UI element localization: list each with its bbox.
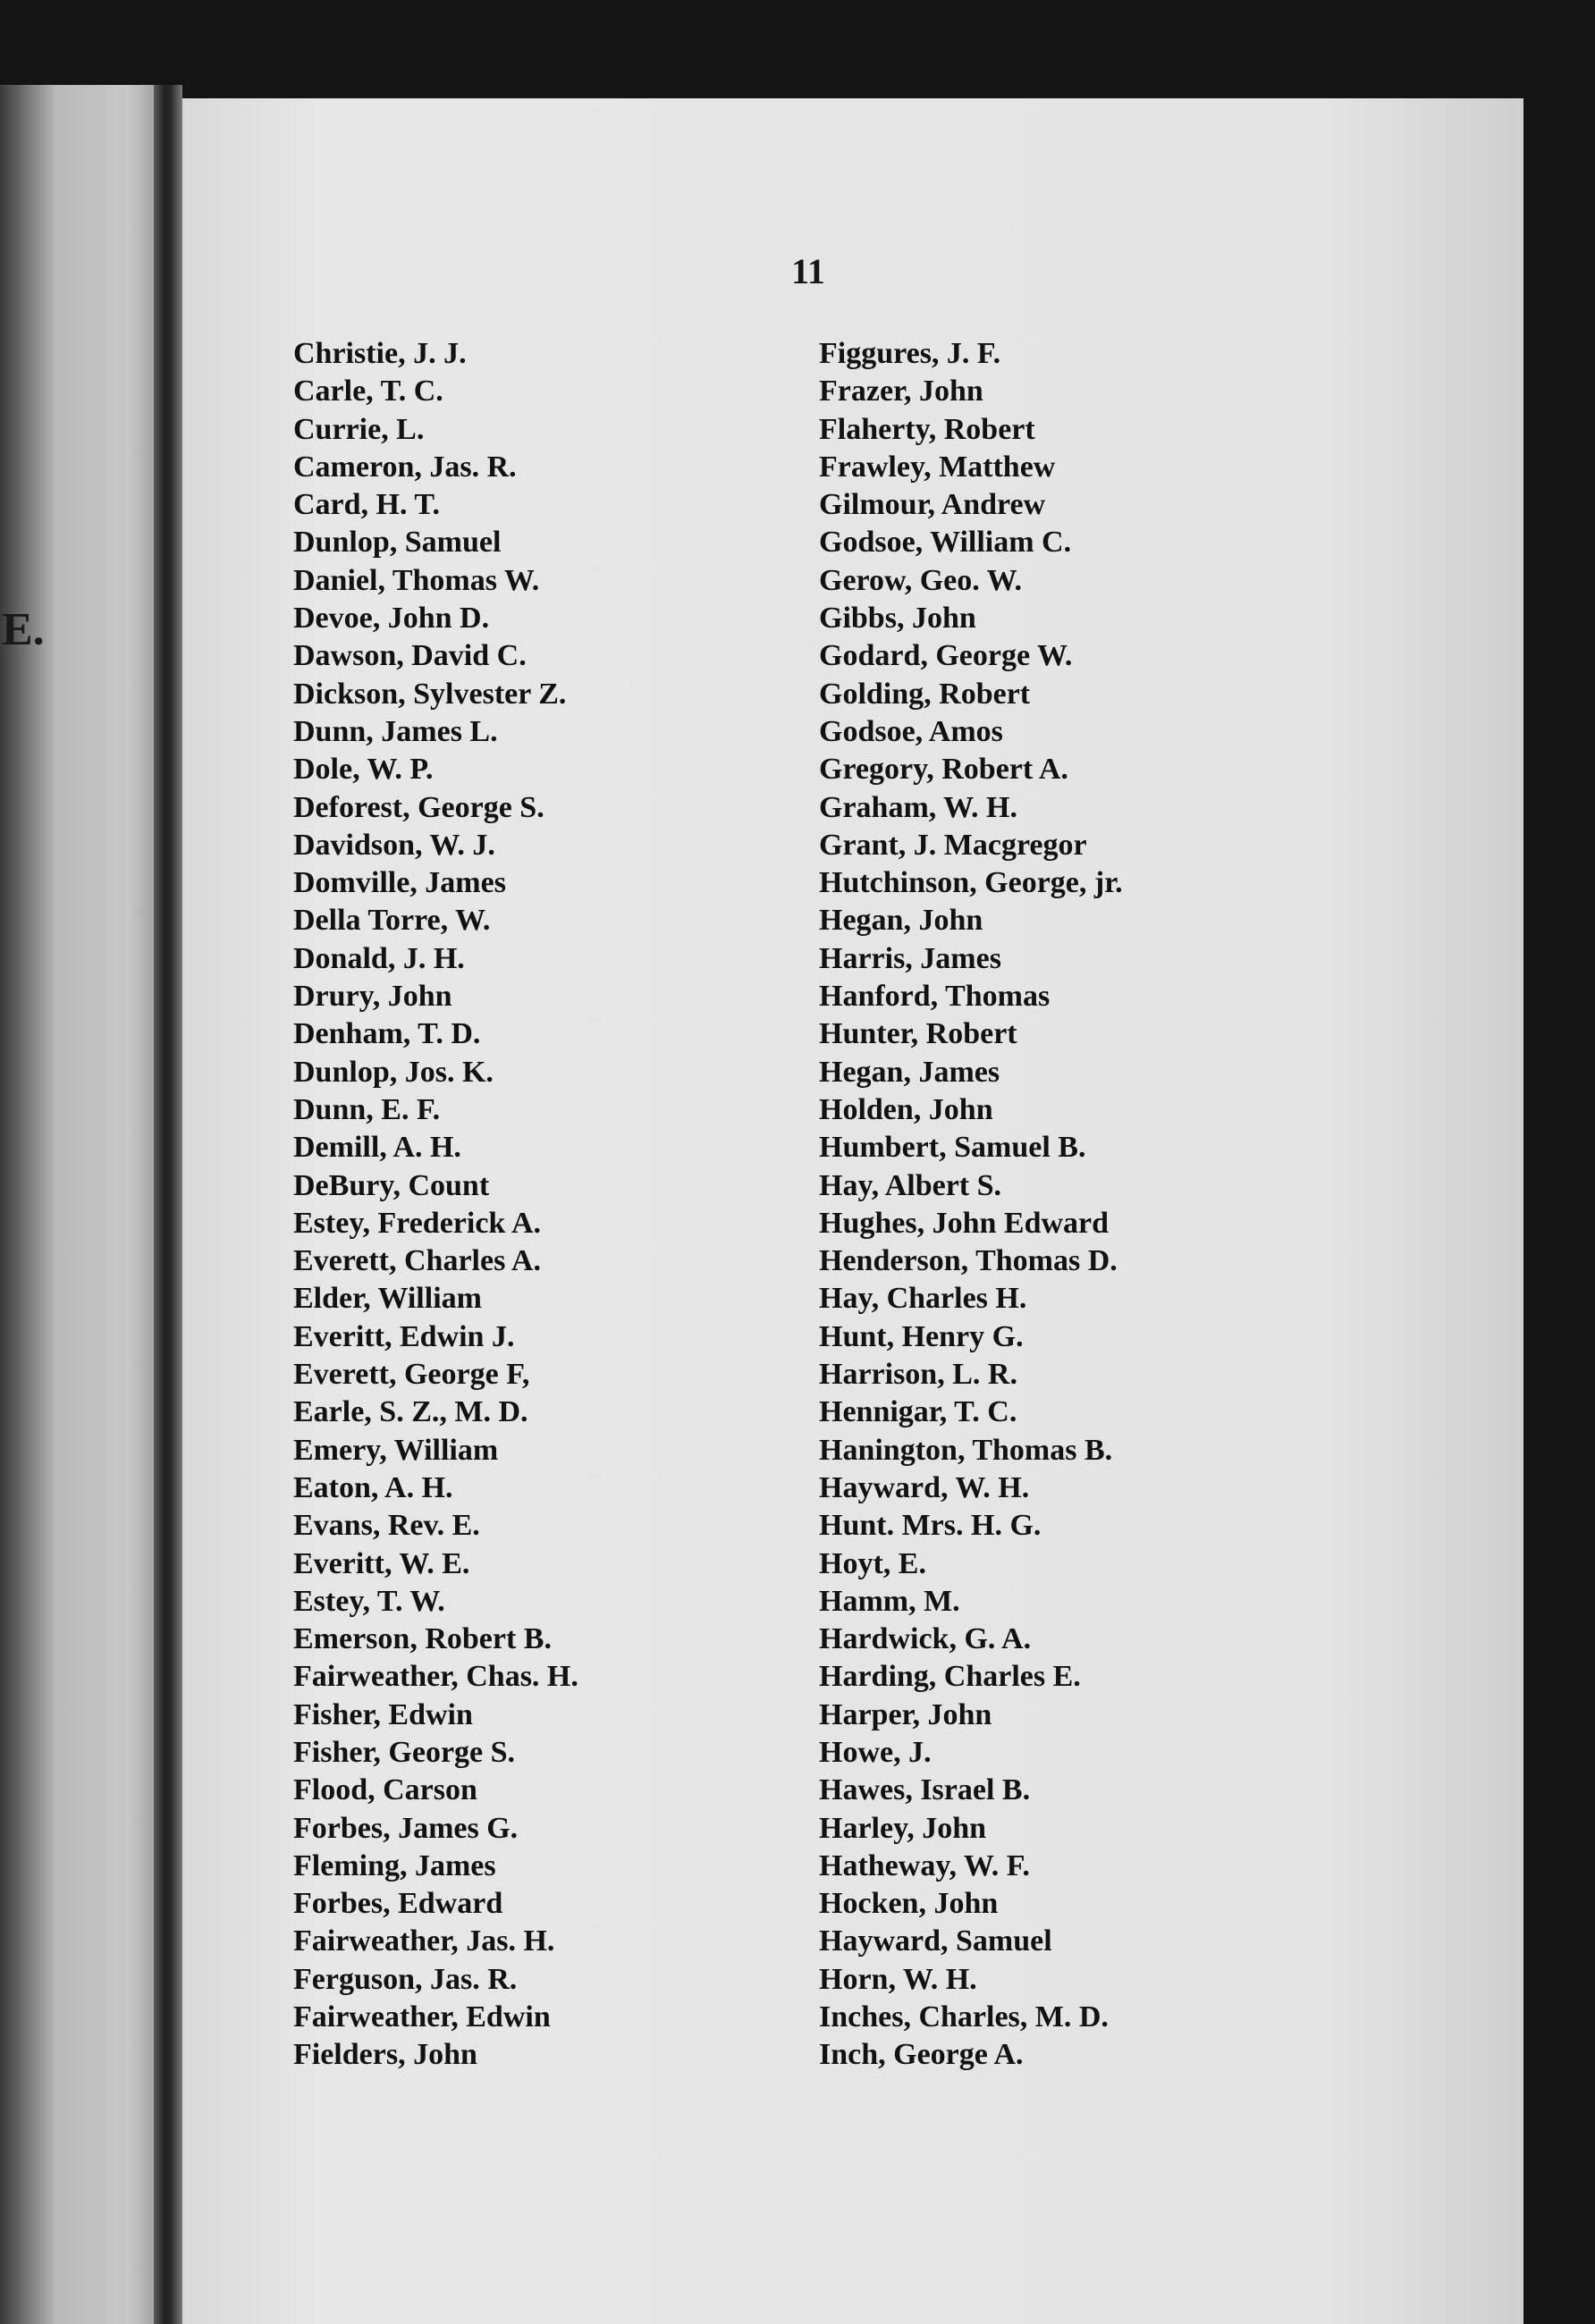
name-entry: Grant, J. Macgregor [819, 828, 1087, 862]
name-entry: Dunn, E. F. [293, 1092, 441, 1126]
adjacent-page-edge [0, 85, 161, 2324]
name-entry: Godsoe, William C. [819, 526, 1072, 560]
name-entry: Fisher, George S. [293, 1735, 516, 1769]
name-entry: Harley, John [819, 1811, 987, 1845]
name-entry: Holden, John [819, 1092, 993, 1126]
name-entry: Golding, Robert [819, 677, 1031, 711]
name-entry: Horn, W. H. [819, 1962, 977, 1996]
name-entry: Figgures, J. F. [819, 337, 1001, 370]
name-entry: Hamm, M. [819, 1584, 960, 1618]
name-entry: Hunt. Mrs. H. G. [819, 1509, 1042, 1543]
name-entry: Harper, John [819, 1697, 992, 1731]
name-entry: Inches, Charles, M. D. [819, 2000, 1109, 2034]
name-entry: Estey, Frederick A. [293, 1206, 541, 1240]
name-entry: Eaton, A. H. [293, 1470, 453, 1504]
name-entry: Harding, Charles E. [819, 1660, 1081, 1694]
name-entry: Forbes, Edward [293, 1887, 503, 1921]
name-entry: Elder, William [293, 1282, 482, 1316]
name-entry: Howe, J. [819, 1735, 932, 1769]
name-entry: Demill, A. H. [293, 1131, 461, 1165]
name-entry: Harrison, L. R. [819, 1358, 1017, 1392]
name-entry: Gregory, Robert A. [819, 753, 1068, 787]
name-entry: Denham, T. D. [293, 1017, 481, 1051]
directory-page [182, 98, 1523, 2324]
name-entry: DeBury, Count [293, 1168, 490, 1202]
name-entry: Hay, Charles H. [819, 1282, 1027, 1316]
name-entry: Flood, Carson [293, 1773, 477, 1807]
name-entry: Davidson, W. J. [293, 828, 495, 862]
name-entry: Hardwick, G. A. [819, 1622, 1032, 1656]
name-entry: Fairweather, Chas. H. [293, 1660, 578, 1694]
name-entry: Hegan, James [819, 1055, 1000, 1089]
name-entry: Humbert, Samuel B. [819, 1131, 1086, 1165]
name-entry: Hennigar, T. C. [819, 1395, 1017, 1429]
name-entry: Devoe, John D. [293, 602, 490, 636]
name-entry: Forbes, James G. [293, 1811, 519, 1845]
name-entry: Hocken, John [819, 1887, 999, 1921]
name-entry: Hanington, Thomas B. [819, 1433, 1113, 1467]
name-entry: Inch, George A. [819, 2038, 1024, 2072]
name-entry: Hatheway, W. F. [819, 1848, 1030, 1882]
name-entry: Hay, Albert S. [819, 1168, 1002, 1202]
name-entry: Gibbs, John [819, 602, 976, 636]
name-entry: Everitt, Edwin J. [293, 1319, 515, 1353]
page-number: 11 [791, 251, 825, 291]
name-entry: Della Torre, W. [293, 904, 491, 938]
name-entry: Dole, W. P. [293, 753, 434, 787]
name-entry: Harris, James [819, 941, 1001, 975]
adjacent-page-letter: E. [2, 604, 45, 655]
name-entry: Graham, W. H. [819, 790, 1017, 824]
name-entry: Fleming, James [293, 1848, 496, 1882]
name-entry: Henderson, Thomas D. [819, 1244, 1118, 1278]
name-entry: Currie, L. [293, 412, 425, 446]
name-entry: Everett, George F, [293, 1358, 530, 1392]
name-entry: Hayward, Samuel [819, 1924, 1052, 1958]
name-entry: Fairweather, Jas. H. [293, 1924, 555, 1958]
name-entry: Frazer, John [819, 375, 983, 408]
name-entry: Emery, William [293, 1433, 499, 1467]
name-entry: Drury, John [293, 980, 452, 1014]
name-entry: Domville, James [293, 866, 506, 900]
name-entry: Everitt, W. E. [293, 1546, 470, 1580]
name-entry: Frawley, Matthew [819, 450, 1056, 484]
name-entry: Dawson, David C. [293, 639, 527, 673]
name-entry: Estey, T. W. [293, 1584, 445, 1618]
name-entry: Cameron, Jas. R. [293, 450, 517, 484]
name-entry: Hunter, Robert [819, 1017, 1017, 1051]
name-entry: Emerson, Robert B. [293, 1622, 552, 1656]
name-entry: Everett, Charles A. [293, 1244, 541, 1278]
name-entry: Daniel, Thomas W. [293, 563, 540, 597]
name-entry: Hughes, John Edward [819, 1206, 1110, 1240]
name-entry: Hutchinson, George, jr. [819, 866, 1123, 900]
name-entry: Christie, J. J. [293, 337, 467, 370]
name-entry: Donald, J. H. [293, 941, 465, 975]
name-entry: Hawes, Israel B. [819, 1773, 1031, 1807]
name-entry: Gerow, Geo. W. [819, 563, 1022, 597]
name-entry: Hunt, Henry G. [819, 1319, 1024, 1353]
right-name-column [819, 335, 1123, 2075]
name-entry: Dickson, Sylvester Z. [293, 677, 567, 711]
name-entry: Hoyt, E. [819, 1546, 926, 1580]
name-entry: Flaherty, Robert [819, 412, 1035, 446]
left-name-column [293, 335, 578, 2075]
name-entry: Deforest, George S. [293, 790, 544, 824]
name-entry: Dunlop, Jos. K. [293, 1055, 494, 1089]
name-entry: Dunn, James L. [293, 714, 498, 748]
name-entry: Gilmour, Andrew [819, 488, 1046, 522]
name-entry: Carle, T. C. [293, 375, 443, 408]
name-entry: Evans, Rev. E. [293, 1509, 480, 1543]
name-entry: Godsoe, Amos [819, 714, 1003, 748]
name-entry: Fairweather, Edwin [293, 2000, 551, 2034]
name-entry: Godard, George W. [819, 639, 1073, 673]
name-entry: Fielders, John [293, 2038, 477, 2072]
name-entry: Earle, S. Z., M. D. [293, 1395, 528, 1429]
name-entry: Dunlop, Samuel [293, 526, 502, 560]
name-entry: Hayward, W. H. [819, 1470, 1030, 1504]
book-gutter [154, 85, 182, 2324]
name-entry: Hegan, John [819, 904, 983, 938]
name-entry: Fisher, Edwin [293, 1697, 473, 1731]
name-entry: Hanford, Thomas [819, 980, 1051, 1014]
name-entry: Ferguson, Jas. R. [293, 1962, 518, 1996]
name-entry: Card, H. T. [293, 488, 441, 522]
